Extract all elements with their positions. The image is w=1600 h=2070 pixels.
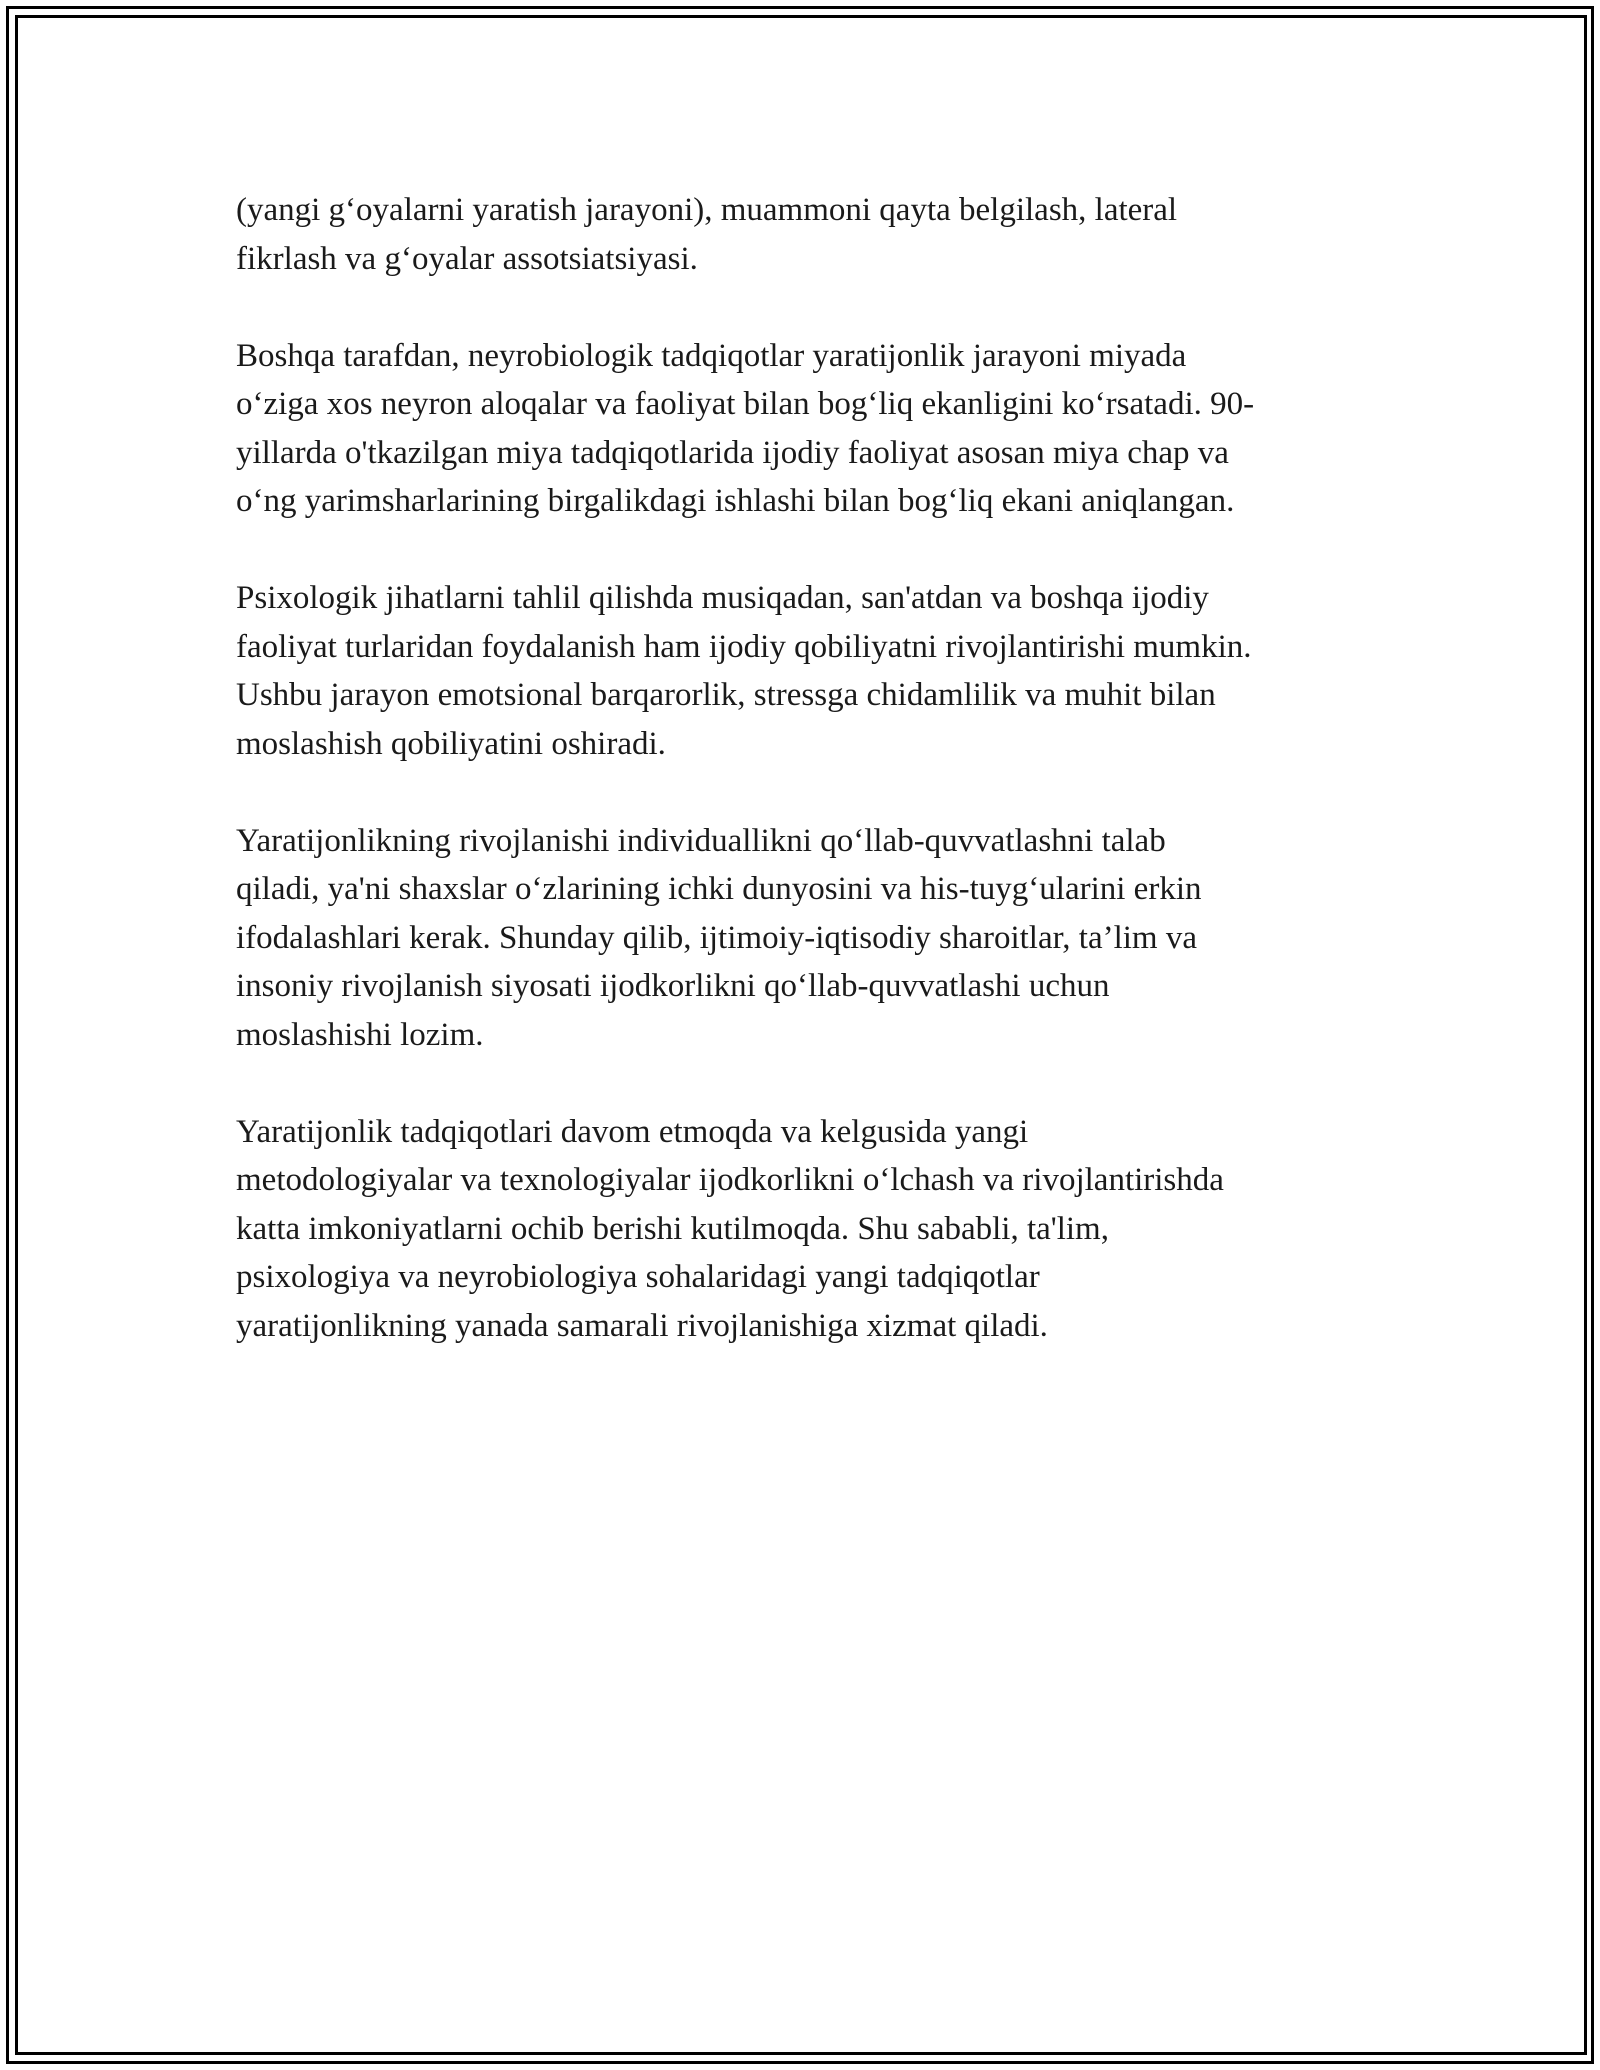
paragraph-3: Psixologik jihatlarni tahlil qilishda musiqadan, san'atdan va boshqa ijodiy faoliyat turlaridan foydalanish ham ijodiy qobiliyatni rivojlantirishi mumkin. Ushbu jarayon emotsional barqarorlik, stressga chidamlilik va muhit bilan moslashish qobiliyatini oshiradi. xyxy=(236,580,1252,762)
paragraph-5: Yaratijonlik tadqiqotlari davom etmoqda va kelgusida yangi metodologiyalar va texnologiyalar ijodkorlikni o‘lchash va rivojlantirishda katta imkoniyatlarni ochib berishi kutilmoqda. Shu sababli, ta'lim, psixologiya va neyrobiologiya sohalaridagi yangi tadqiqotlar yaratijonlikning yanada samarali rivojlanishiga xizmat qiladi. xyxy=(236,1113,1224,1344)
paragraph-2: Boshqa tarafdan, neyrobiologik tadqiqotlar yaratijonlik jarayoni miyada o‘ziga xos neyron aloqalar va faoliyat bilan bog‘liq ekanligini ko‘rsatadi. 90- yillarda o'tkazilgan miya tadqiqotlarida ijodiy faoliyat asosan miya chap va o‘ng yarimsharlarining birgalikdagi ishlashi bilan bog‘liq ekani aniqlangan. xyxy=(236,337,1255,519)
paragraph-4: Yaratijonlikning rivojlanishi individuallikni qo‘llab-quvvatlashni talab qiladi, ya'ni shaxslar o‘zlarining ichki dunyosini va his-tuyg‘ularini erkin ifodalashlari kerak. Shunday qilib, ijtimoiy-iqtisodiy sharoitlar, ta’lim va insoniy rivojlanish siyosati ijodkorlikni qo‘llab-quvvatlashi uchun moslashishi lozim. xyxy=(236,822,1202,1053)
document-body xyxy=(236,186,1386,1350)
paragraph-1: (yangi g‘oyalarni yaratish jarayoni), muammoni qayta belgilash, lateral fikrlash va g‘oyalar assotsiatsiyasi. xyxy=(236,192,1178,277)
